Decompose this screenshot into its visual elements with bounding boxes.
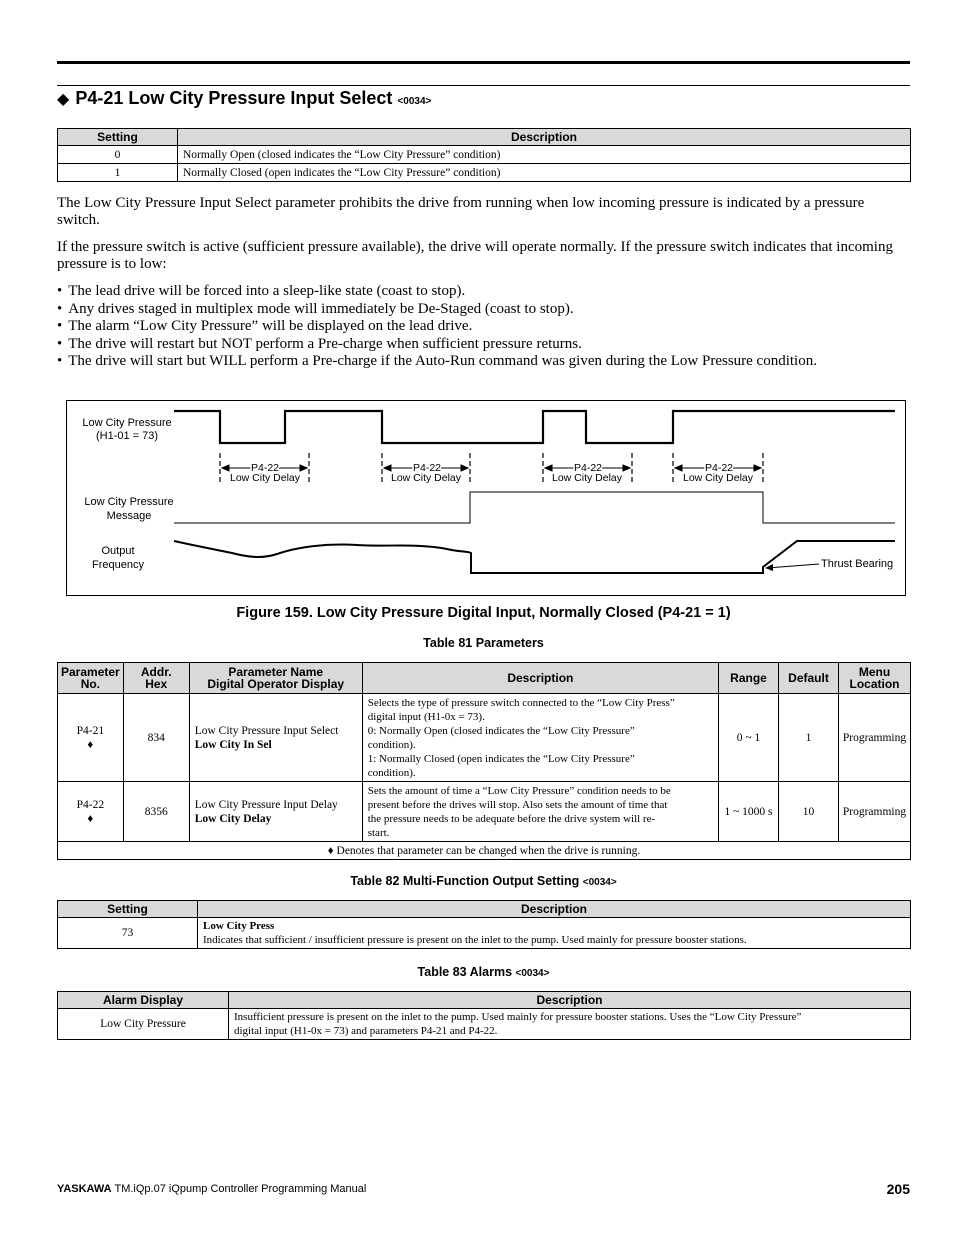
list-item: • Any drives staged in multiplex mode will immediately be De-Staged (coast to stop). bbox=[57, 301, 817, 319]
footer-brand: YASKAWA bbox=[57, 1183, 112, 1195]
param-no-cell: P4-22 ♦ bbox=[58, 782, 124, 842]
parameters-table bbox=[57, 662, 911, 860]
param-no-header: Parameter No. bbox=[58, 663, 124, 694]
delay-name-label: Low City Delay bbox=[551, 472, 623, 484]
setting-header: Setting bbox=[58, 901, 198, 918]
param-name-cell: Low City Pressure Input Select Low City In Sel bbox=[189, 694, 362, 782]
output-setting-table bbox=[57, 900, 911, 949]
diamond-icon: ◆ bbox=[57, 91, 70, 108]
table-row bbox=[58, 146, 911, 164]
range-cell: 0 ~ 1 bbox=[719, 694, 779, 782]
table-note-row bbox=[58, 842, 911, 860]
thrust-bearing-leader bbox=[767, 564, 819, 568]
paragraph: The Low City Pressure Input Select parameter prohibits the drive from running when low incoming pressure is indicated by a pressure switch. bbox=[57, 195, 865, 228]
table-row bbox=[58, 782, 911, 842]
signal3-sublabel: Frequency bbox=[92, 559, 144, 571]
default-header: Default bbox=[779, 663, 839, 694]
list-item: • The drive will start but WILL perform a Pre-charge if the Auto-Run command was given during the Low Pressure condition. bbox=[57, 353, 817, 371]
delay-param-label: P4-22 bbox=[704, 462, 734, 474]
description-header: Description bbox=[362, 663, 718, 694]
section-heading bbox=[57, 88, 431, 109]
footer-manual bbox=[57, 1183, 366, 1195]
description-header: Description bbox=[198, 901, 911, 918]
alarm-display-header: Alarm Display bbox=[58, 992, 229, 1009]
param-name-header: Parameter Name Digital Operator Display bbox=[189, 663, 362, 694]
figure-caption: Figure 159. Low City Pressure Digital Input, Normally Closed (P4-21 = 1) bbox=[236, 605, 731, 621]
table81-title: Table 81 Parameters bbox=[423, 636, 544, 650]
default-cell: 1 bbox=[779, 694, 839, 782]
setting-description: Normally Closed (open indicates the “Low City Pressure” condition) bbox=[178, 164, 911, 182]
description-cell: Selects the type of pressure switch connected to the “Low City Press” digital input (H1-0x = 73). 0: Normally Open (closed indicates the “Low City Pressure” condition). 1: Normally Closed (open indicates the “Low City Pressure” condition). bbox=[362, 694, 718, 782]
param-no-cell: P4-21 ♦ bbox=[58, 694, 124, 782]
setting-value: 0 bbox=[58, 146, 178, 164]
footer-manual-title: TM.iQp.07 iQpump Controller Programming Manual bbox=[114, 1183, 367, 1195]
list-item: • The lead drive will be forced into a sleep-like state (coast to stop). bbox=[57, 283, 817, 301]
table-row bbox=[58, 1009, 911, 1040]
setting-value: 1 bbox=[58, 164, 178, 182]
addr-cell: 834 bbox=[123, 694, 189, 782]
section-code: <0034> bbox=[397, 96, 432, 107]
message-waveform bbox=[174, 492, 895, 523]
section-title: P4-21 Low City Pressure Input Select bbox=[75, 88, 393, 108]
bullet-list bbox=[57, 283, 817, 371]
diamond-icon: ♦ bbox=[87, 738, 94, 751]
menu-cell: Programming bbox=[839, 694, 911, 782]
delay-param-label: P4-22 bbox=[250, 462, 280, 474]
description-cell: Insufficient pressure is present on the inlet to the pump. Used mainly for pressure booster stations. Uses the “Low City Pressure” digital input (H1-0x = 73) and parameters P4-21 and P4-22. bbox=[229, 1009, 911, 1040]
settings-table bbox=[57, 128, 911, 182]
alarm-cell: Low City Pressure bbox=[58, 1009, 229, 1040]
signal1-sublabel: (H1-01 = 73) bbox=[95, 430, 159, 442]
delay-arrows bbox=[222, 465, 761, 471]
table82-title: Table 82 Multi-Function Output Setting <0034> bbox=[350, 874, 617, 888]
default-cell: 10 bbox=[779, 782, 839, 842]
table-note: ♦ Denotes that parameter can be changed when the drive is running. bbox=[58, 842, 911, 860]
settings-header-setting: Setting bbox=[58, 129, 178, 146]
menu-header: Menu Location bbox=[839, 663, 911, 694]
timing-diagram-svg bbox=[67, 401, 905, 595]
setting-cell: 73 bbox=[58, 918, 198, 949]
menu-cell: Programming bbox=[839, 782, 911, 842]
table-row bbox=[58, 918, 911, 949]
table-row bbox=[58, 164, 911, 182]
signal2-label: Low City Pressure bbox=[84, 496, 174, 508]
list-item: • The drive will restart but NOT perform a Pre-charge when sufficient pressure returns. bbox=[57, 336, 817, 354]
signal2-sublabel: Message bbox=[106, 510, 152, 522]
settings-header-description: Description bbox=[178, 129, 911, 146]
signal1-label: Low City Pressure bbox=[82, 417, 172, 429]
description-cell: Sets the amount of time a “Low City Pressure” condition needs to be present before the drives will stop. Also sets the amount of time that the pressure needs to be adequate before the drive system will re- start. bbox=[362, 782, 718, 842]
delay-param-label: P4-22 bbox=[573, 462, 603, 474]
heading-rule bbox=[57, 85, 910, 86]
top-rule bbox=[57, 61, 910, 64]
timing-diagram bbox=[66, 400, 906, 596]
diamond-icon: ♦ bbox=[87, 812, 94, 825]
signal3-label: Output bbox=[101, 545, 135, 557]
paragraph: If the pressure switch is active (sufficient pressure available), the drive will operate normally. If the pressure switch indicates that incoming pressure is to low: bbox=[57, 239, 893, 272]
description-header: Description bbox=[229, 992, 911, 1009]
delay-name-label: Low City Delay bbox=[682, 472, 754, 484]
page-number: 205 bbox=[886, 1181, 910, 1197]
description-cell: Low City Press Indicates that sufficient / insufficient pressure is present on the inlet to the pump. Used mainly for pressure booster stations. bbox=[198, 918, 911, 949]
output-frequency-waveform bbox=[174, 541, 895, 573]
range-cell: 1 ~ 1000 s bbox=[719, 782, 779, 842]
setting-description: Normally Open (closed indicates the “Low City Pressure” condition) bbox=[178, 146, 911, 164]
range-header: Range bbox=[719, 663, 779, 694]
addr-cell: 8356 bbox=[123, 782, 189, 842]
delay-name-label: Low City Delay bbox=[229, 472, 301, 484]
table-row bbox=[58, 694, 911, 782]
delay-name-label: Low City Delay bbox=[390, 472, 462, 484]
alarms-table bbox=[57, 991, 911, 1040]
table83-title: Table 83 Alarms <0034> bbox=[417, 965, 550, 979]
list-item: • The alarm “Low City Pressure” will be displayed on the lead drive. bbox=[57, 318, 817, 336]
addr-header: Addr. Hex bbox=[123, 663, 189, 694]
delay-param-label: P4-22 bbox=[412, 462, 442, 474]
param-name-cell: Low City Pressure Input Delay Low City Delay bbox=[189, 782, 362, 842]
thrust-bearing-label: Thrust Bearing bbox=[821, 558, 894, 570]
input-waveform bbox=[174, 411, 895, 443]
